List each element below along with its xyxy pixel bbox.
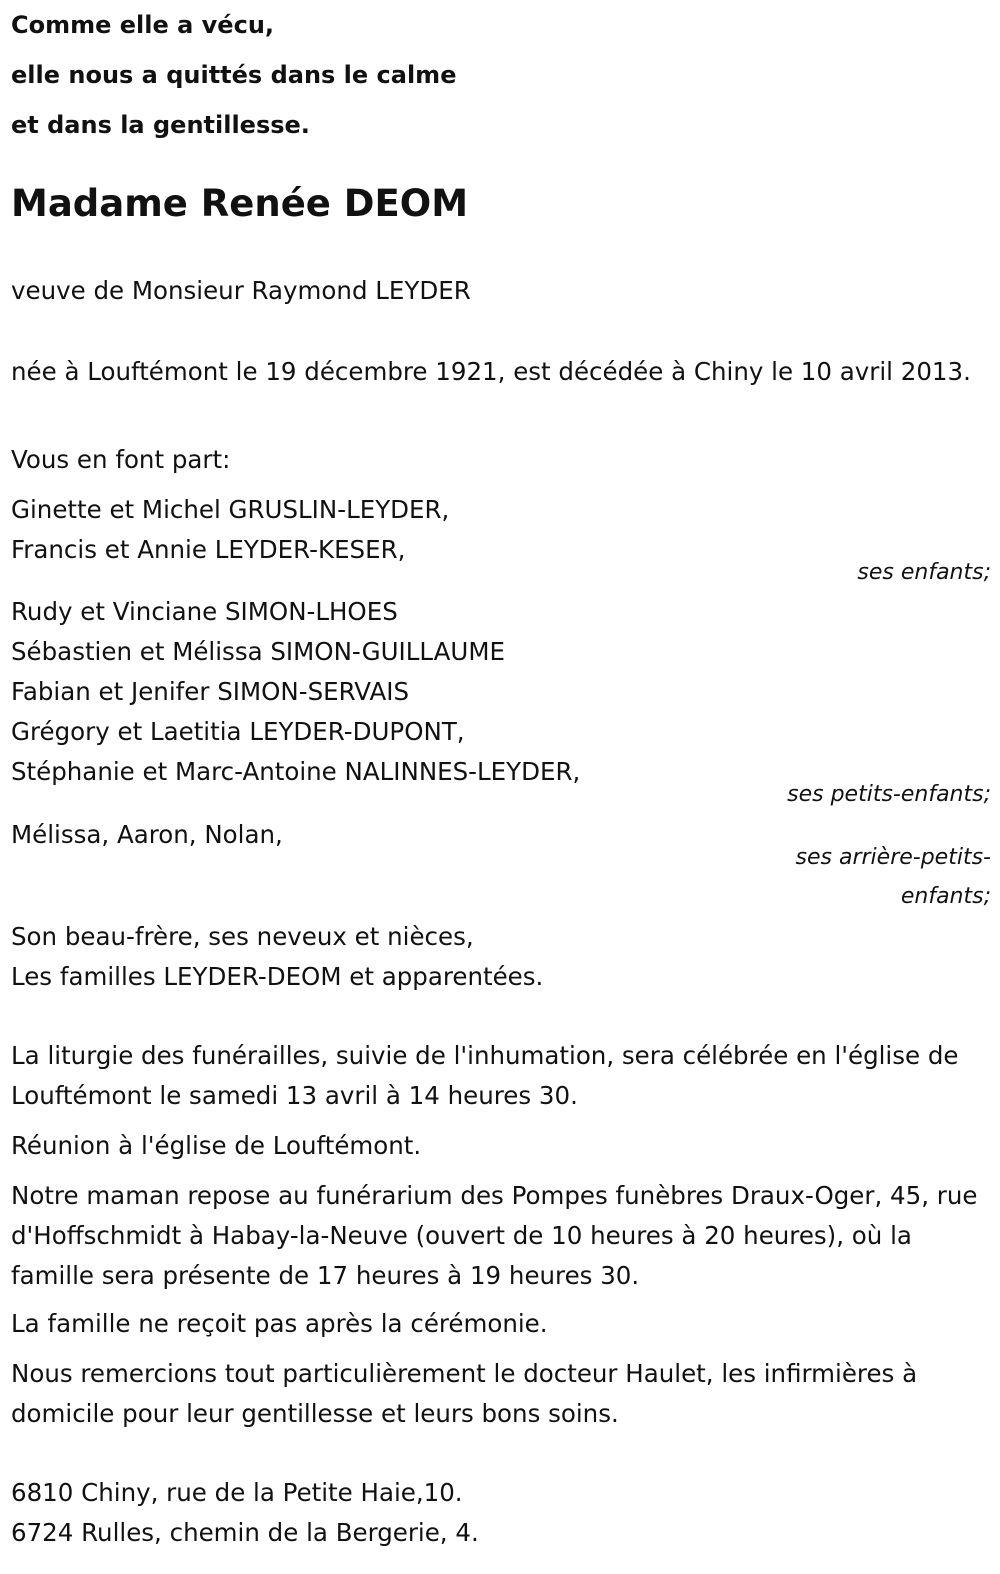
grandchild-line: Fabian et Jenifer SIMON-SERVAIS [11,677,410,706]
funerarium: Notre maman repose au funérarium des Pompes funèbres Draux-Oger, 45, rue d'Hoffschmidt à Habay-la-Neuve (ouvert de 10 heures à 20 heures), où la famille sera présente de 17 heures à 19 heures 30. [11,1181,978,1290]
great-grandchildren: Mélissa, Aaron, Nolan, [11,820,283,849]
epigraph-line: Comme elle a vécu, [11,11,275,39]
epigraph [11,0,991,150]
meeting: Réunion à l'église de Louftémont. [11,1131,422,1160]
child-line: Ginette et Michel GRUSLIN-LEYDER, [11,495,450,524]
others-line: Les familles LEYDER-DEOM et apparentées. [11,962,544,991]
address-line: 6724 Rulles, chemin de la Bergerie, 4. [11,1518,479,1547]
liturgy: La liturgie des funérailles, suivie de l'inhumation, sera célébrée en l'église de Louftémont le samedi 13 avril à 14 heures 30. [11,1041,959,1110]
children-label: ses enfants; [857,560,991,585]
epigraph-line: elle nous a quittés dans le calme [11,61,457,89]
child-line: Francis et Annie LEYDER-KESER, [11,535,406,564]
deceased-name: Madame Renée DEOM [11,182,469,225]
announce: Vous en font part: [11,445,231,474]
grandchild-line: Sébastien et Mélissa SIMON-GUILLAUME [11,637,505,666]
widow-of: veuve de Monsieur Raymond LEYDER [11,276,471,305]
grandchild-line: Rudy et Vinciane SIMON-LHOES [11,597,398,626]
grandchild-line: Grégory et Laetitia LEYDER-DUPONT, [11,717,465,746]
great-grandchildren-label: ses arrière-petits- [795,845,991,870]
no-reception: La famille ne reçoit pas après la cérémonie. [11,1309,548,1338]
thanks: Nous remercions tout particulièrement le docteur Haulet, les infirmières à domicile pour leur gentillesse et leurs bons soins. [11,1359,918,1428]
others-line: Son beau-frère, ses neveux et nièces, [11,922,474,951]
great-grandchildren-label: enfants; [900,884,991,909]
obituary-notice [11,0,991,1547]
epigraph-line: et dans la gentillesse. [11,111,310,139]
birth-death: née à Louftémont le 19 décembre 1921, est décédée à Chiny le 10 avril 2013. [11,357,971,386]
address-line: 6810 Chiny, rue de la Petite Haie,10. [11,1478,463,1507]
grandchildren-label: ses petits-enfants; [787,782,991,807]
grandchild-line: Stéphanie et Marc-Antoine NALINNES-LEYDER, [11,757,581,786]
